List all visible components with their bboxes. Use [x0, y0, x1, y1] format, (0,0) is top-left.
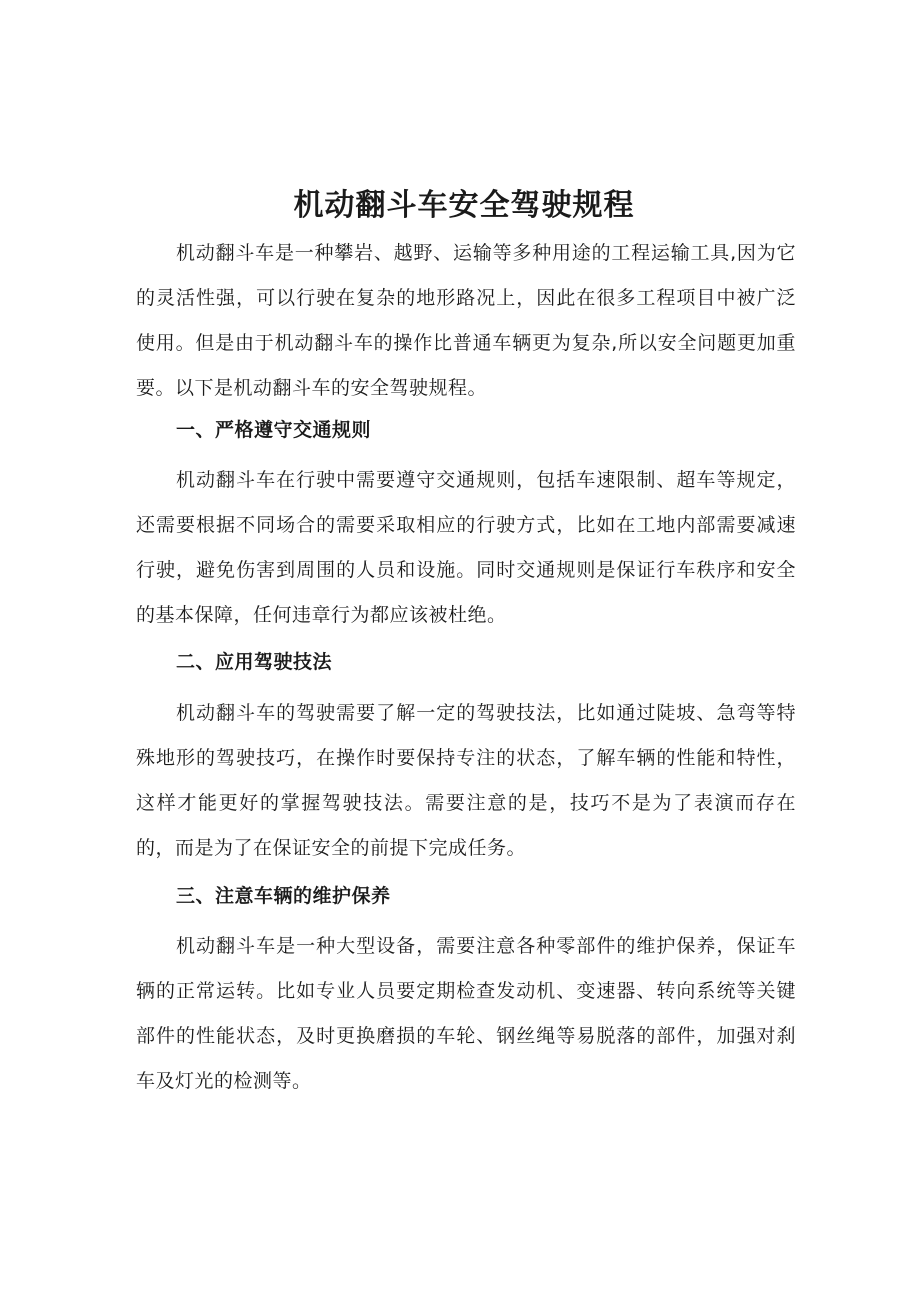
section-heading-traffic-rules: 一、严格遵守交通规则	[176, 419, 372, 441]
intro-paragraph: 机动翻斗车是一种攀岩、越野、运输等多种用途的工程运输工具,因为它的灵活性强，可以行驶在复杂的地形路况上，因此在很多工程项目中被广泛使用。但是由于机动翻斗车的操作比普通车辆更为复杂,所以安全问题更加重要。以下是机动翻斗车的安全驾驶规程。	[136, 242, 796, 399]
section-heading-maintenance: 三、注意车辆的维护保养	[176, 885, 391, 907]
section-body-maintenance: 机动翻斗车是一种大型设备，需要注意各种零部件的维护保养，保证车辆的正常运转。比如专业人员要定期检查发动机、变速器、转向系统等关键部件的性能状态，及时更换磨损的车轮、钢丝绳等易脱落的部件，加强对刹车及灯光的检测等。	[136, 935, 796, 1092]
document-title: 机动翻斗车安全驾驶规程	[293, 188, 635, 223]
section-body-traffic-rules: 机动翻斗车在行驶中需要遵守交通规则，包括车速限制、超车等规定，还需要根据不同场合的需要采取相应的行驶方式，比如在工地内部需要减速行驶，避免伤害到周围的人员和设施。同时交通规则是保证行车秩序和安全的基本保障，任何违章行为都应该被杜绝。	[136, 469, 796, 626]
section-body-driving-skills: 机动翻斗车的驾驶需要了解一定的驾驶技法，比如通过陡坡、急弯等特殊地形的驾驶技巧，在操作时要保持专注的状态，了解车辆的性能和特性，这样才能更好的掌握驾驶技法。需要注意的是，技巧不是为了表演而存在的，而是为了在保证安全的前提下完成任务。	[136, 702, 796, 859]
section-heading-driving-skills: 二、应用驾驶技法	[176, 651, 333, 673]
